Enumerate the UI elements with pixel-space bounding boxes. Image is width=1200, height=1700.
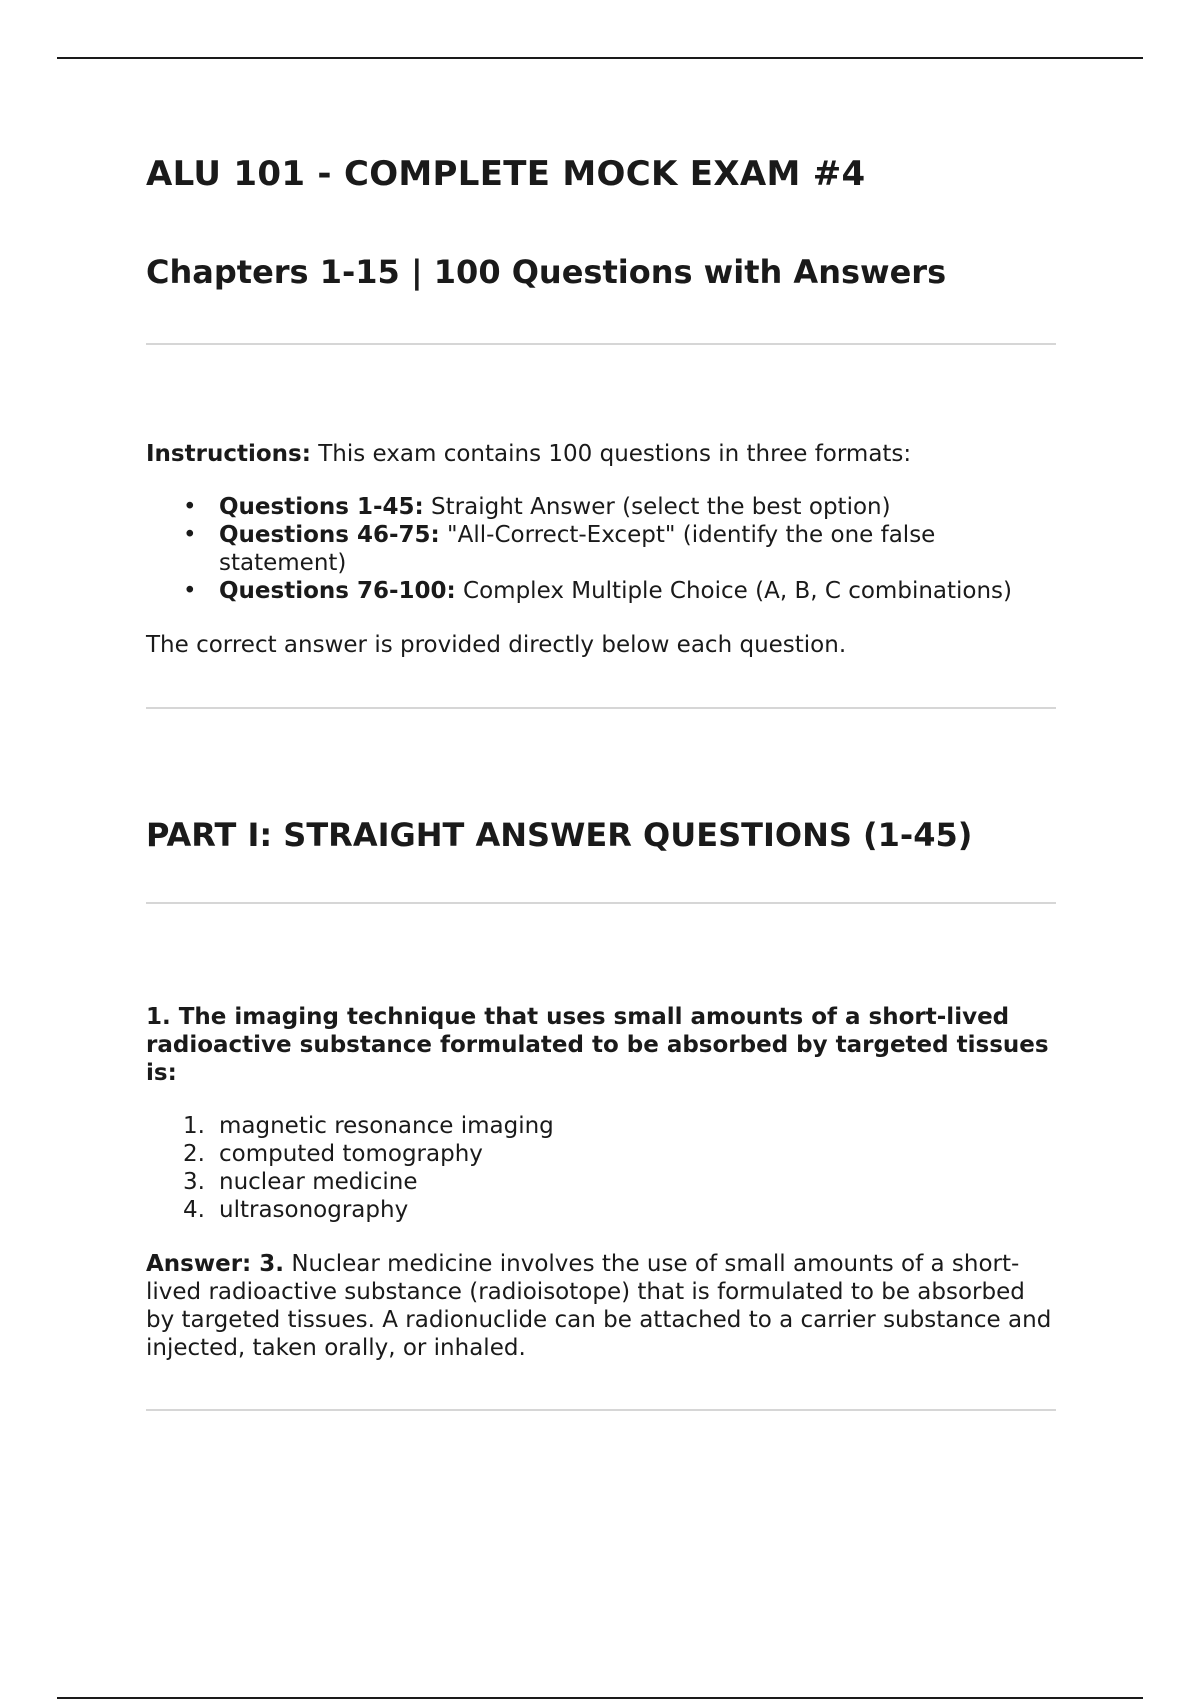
option-number: 1. [183,1113,205,1139]
question-stem: 1. The imaging technique that uses small amounts of a short-lived radioactive substance formulated to be absorbed by targeted tissues is: [146,1004,1049,1086]
list-item [219,577,1056,605]
option-text: magnetic resonance imaging [219,1113,554,1139]
divider [146,902,1056,904]
format-label: Questions 46-75: [219,522,440,548]
option-number: 2. [183,1141,205,1167]
answer-note: The correct answer is provided directly below each question. [146,632,847,658]
answer-label: Answer: 3. [146,1251,284,1277]
document-title: ALU 101 - COMPLETE MOCK EXAM #4 [146,154,866,194]
option-text: ultrasonography [219,1197,409,1223]
format-label: Questions 76-100: [219,578,456,604]
option-text: computed tomography [219,1141,483,1167]
format-text: "All-Correct-Except" (identify the one false statement) [219,522,936,576]
divider [146,707,1056,709]
format-label: Questions 1-45: [219,494,424,520]
answer-explanation [146,1250,1056,1362]
answer-text: Nuclear medicine involves the use of small amounts of a short-lived radioactive substance (radioisotope) that is formulated to be absorbed by targeted tissues. A radionuclide can be attached to a carrier substance and injected, taken orally, or inhaled. [146,1251,1052,1361]
part-heading: PART I: STRAIGHT ANSWER QUESTIONS (1-45) [146,816,973,854]
option-number: 3. [183,1169,205,1195]
list-item [219,521,1056,577]
divider [146,343,1056,345]
list-item [183,1112,1056,1140]
list-item [183,1168,1056,1196]
answer-options-list [146,1112,1056,1224]
option-number: 4. [183,1197,205,1223]
list-item [183,1140,1056,1168]
list-item [183,1196,1056,1224]
instructions-paragraph [146,440,1056,468]
page-bottom-rule [57,1697,1143,1699]
divider [146,1409,1056,1411]
instructions-text: This exam contains 100 questions in three formats: [318,441,912,467]
page-top-rule [57,57,1143,59]
document-subtitle: Chapters 1-15 | 100 Questions with Answers [146,253,947,291]
question-format-list [146,493,1056,605]
option-text: nuclear medicine [219,1169,418,1195]
list-item [219,493,1056,521]
format-text: Complex Multiple Choice (A, B, C combinations) [463,578,1013,604]
format-text: Straight Answer (select the best option) [431,494,891,520]
instructions-label: Instructions: [146,441,311,467]
